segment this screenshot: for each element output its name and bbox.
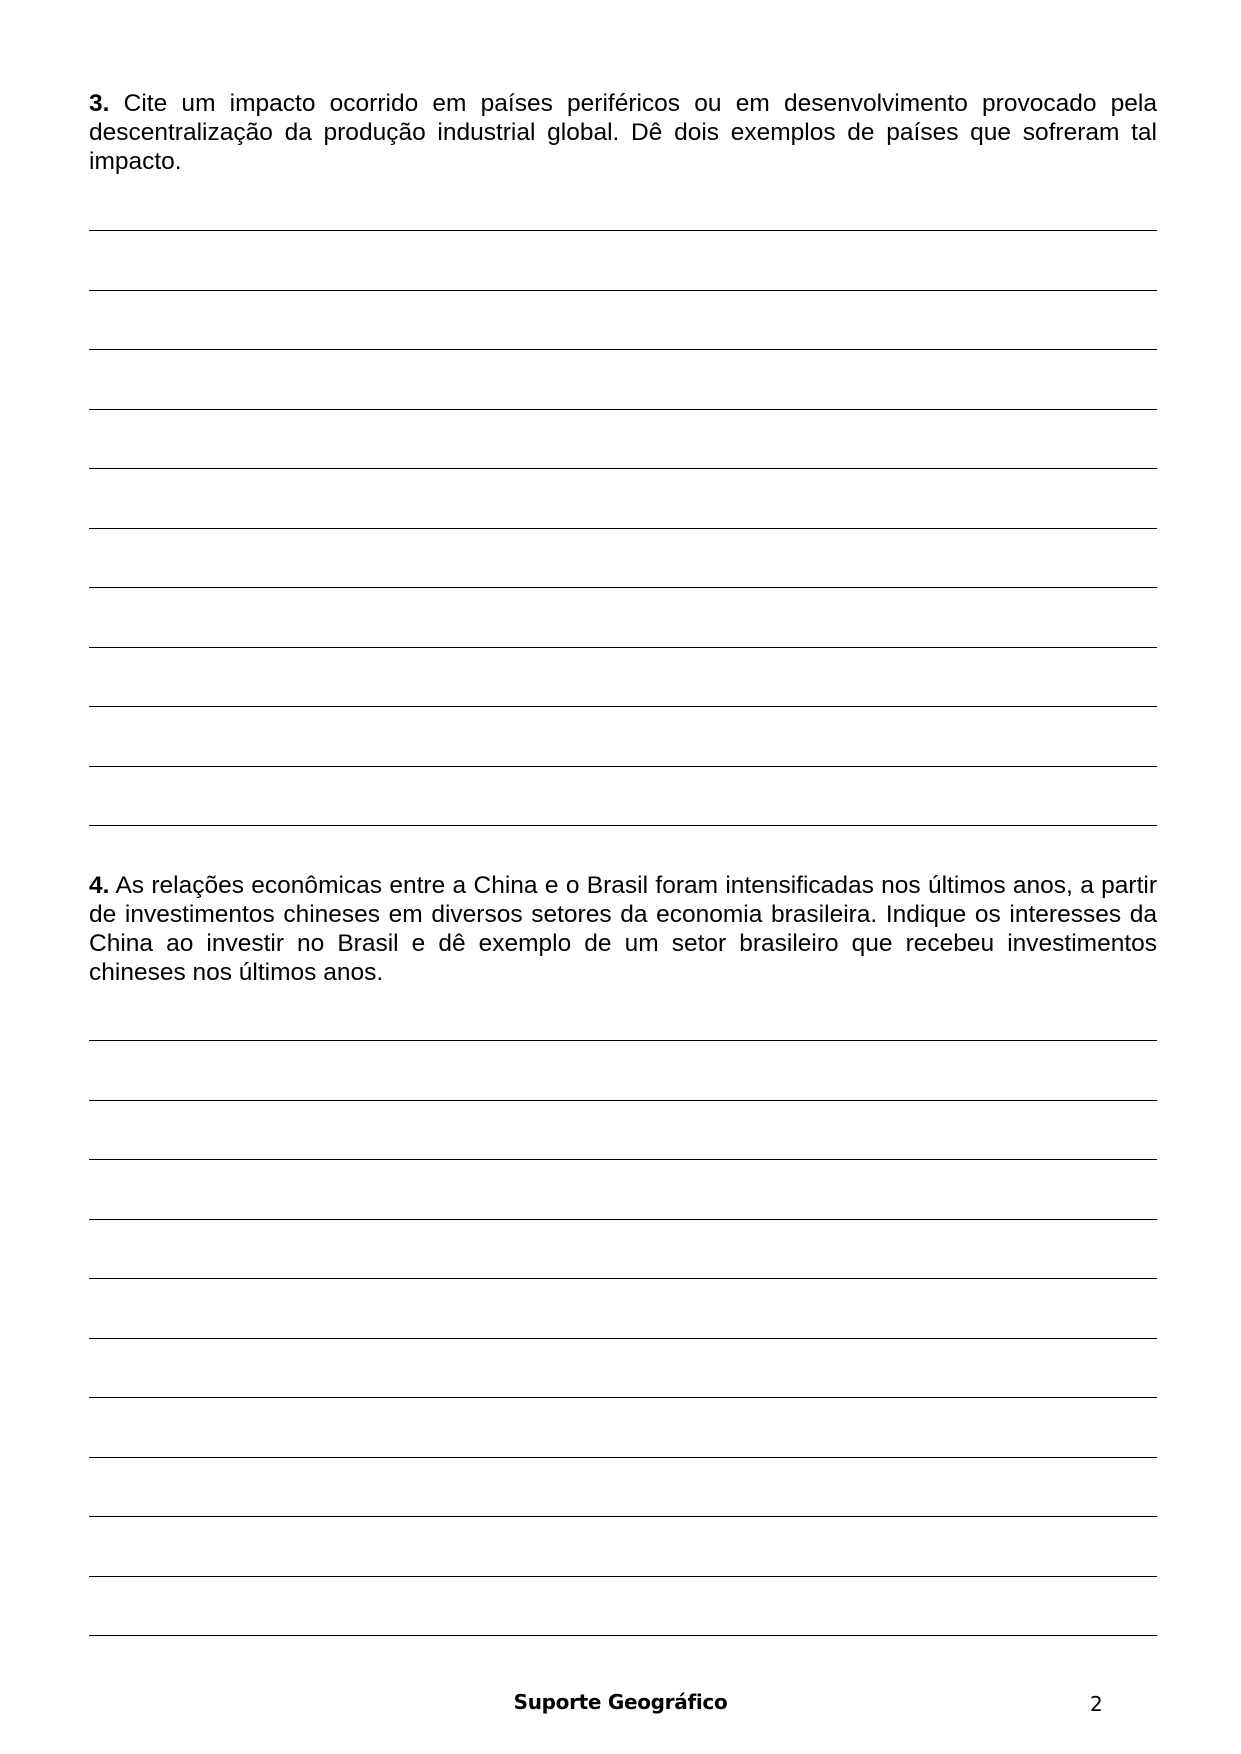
answer-line[interactable] (89, 1278, 1157, 1279)
question-text: As relações econômicas entre a China e o Brasil foram intensificadas nos últimos anos, a partir de investimentos chineses em diversos setores da economia brasileira. Indique os interesses da China ao investir no Brasil e dê exemplo de um setor brasileiro que recebeu investimentos chineses nos últimos anos. (89, 872, 1157, 986)
answer-line[interactable] (89, 766, 1157, 767)
answer-line[interactable] (89, 230, 1157, 231)
answer-line[interactable] (89, 1219, 1157, 1220)
question-text: Cite um impacto ocorrido em países periféricos ou em desenvolvimento provocado pela descentralização da produção industrial global. Dê dois exemplos de países que sofreram tal impacto. (89, 90, 1157, 175)
page-number: 2 (1090, 1692, 1103, 1716)
answer-line[interactable] (89, 706, 1157, 707)
answer-line[interactable] (89, 825, 1157, 826)
answer-line[interactable] (89, 1397, 1157, 1398)
answer-line[interactable] (89, 647, 1157, 648)
answer-line[interactable] (89, 468, 1157, 469)
answer-line[interactable] (89, 1338, 1157, 1339)
answer-line[interactable] (89, 1159, 1157, 1160)
question-number: 3. (89, 90, 110, 117)
answer-line[interactable] (89, 1100, 1157, 1101)
answer-line[interactable] (89, 349, 1157, 350)
question-3 (89, 89, 1157, 176)
question-number: 4. (89, 872, 110, 899)
footer-title: Suporte Geográfico (513, 1690, 728, 1714)
answer-line[interactable] (89, 587, 1157, 588)
answer-line[interactable] (89, 528, 1157, 529)
answer-line[interactable] (89, 1457, 1157, 1458)
answer-line[interactable] (89, 1516, 1157, 1517)
answer-line[interactable] (89, 1576, 1157, 1577)
answer-line[interactable] (89, 1635, 1157, 1636)
question-4 (89, 871, 1157, 987)
answer-line[interactable] (89, 409, 1157, 410)
answer-line[interactable] (89, 290, 1157, 291)
answer-line[interactable] (89, 1040, 1157, 1041)
